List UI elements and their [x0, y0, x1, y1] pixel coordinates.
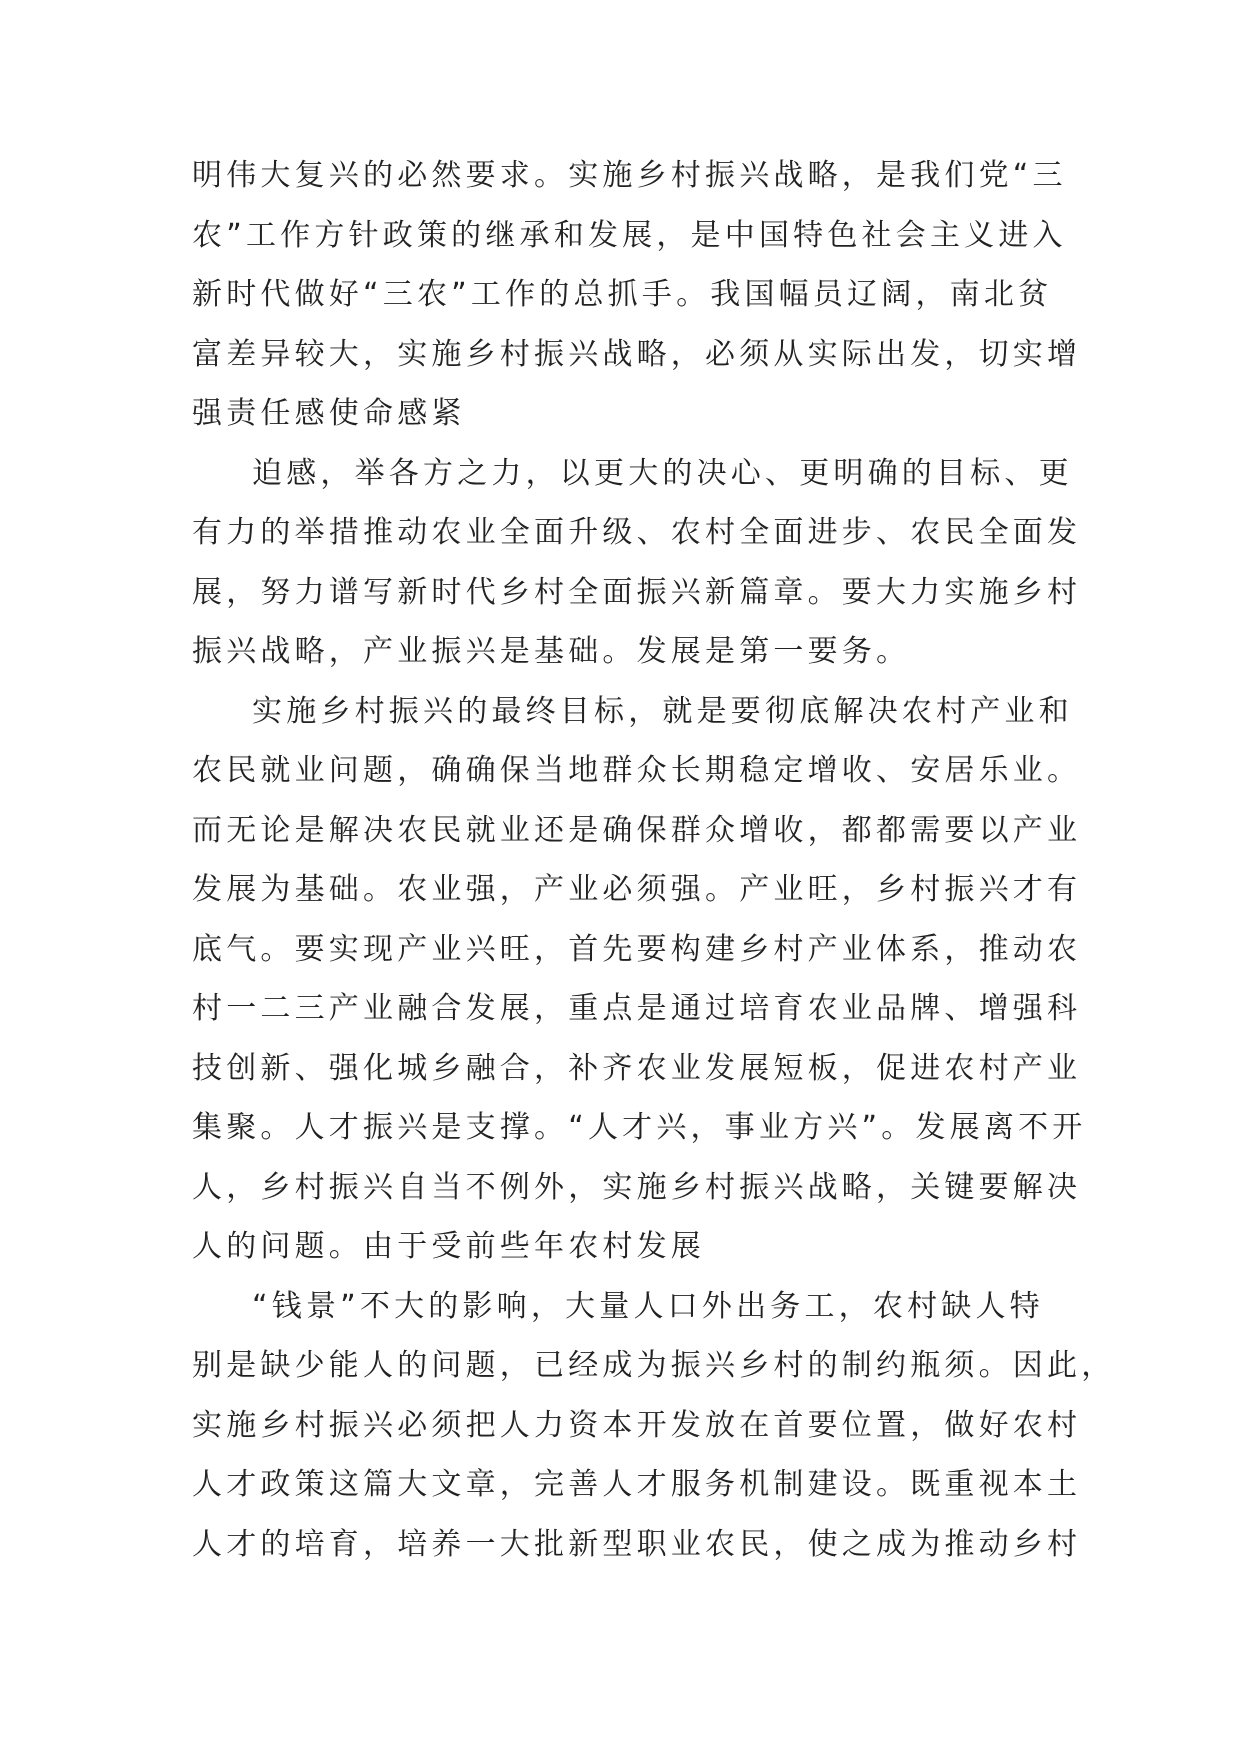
text-line: 技创新、强化城乡融合，补齐农业发展短板，促进农村产业 — [192, 1050, 1082, 1086]
paragraph-start-line: “钱景”不大的影响，大量人口外出务工，农村缺人特 — [252, 1288, 1044, 1324]
text-line: 有力的举措推动农业全面升级、农村全面进步、农民全面发 — [192, 515, 1082, 550]
text-line: 富差异较大，实施乡村振兴战略，必须从实际出发，切实增 — [192, 336, 1082, 372]
text-line: 农民就业问题，确确保当地群众长期稳定增收、安居乐业。 — [192, 753, 1082, 788]
text-line: 底气。要实现产业兴旺，首先要构建乡村产业体系，推动农 — [192, 931, 1082, 967]
text-line: 新时代做好“三农”工作的总抓手。我国幅员辽阔，南北贫 — [192, 277, 1053, 312]
text-line: 明伟大复兴的必然要求。实施乡村振兴战略，是我们党“三 — [192, 158, 1067, 193]
text-line: 人，乡村振兴自当不例外，实施乡村振兴战略，关键要解决 — [192, 1169, 1082, 1205]
text-line: 别是缺少能人的问题，已经成为振兴乡村的制约瓶须。因此， — [192, 1348, 1116, 1383]
text-line: 农”工作方针政策的继承和发展，是中国特色社会主义进入 — [192, 217, 1067, 253]
text-line: 展，努力谱写新时代乡村全面振兴新篇章。要大力实施乡村 — [192, 574, 1082, 610]
text-line: 人才的培育，培养一大批新型职业农民，使之成为推动乡村 — [192, 1526, 1082, 1562]
document-body — [192, 146, 1116, 1574]
paragraph-start-line: 迫感，举各方之力，以更大的决心、更明确的目标、更 — [252, 455, 1073, 491]
text-line: 人的问题。由于受前些年农村发展 — [192, 1229, 705, 1264]
text-line: 振兴战略，产业振兴是基础。发展是第一要务。 — [192, 634, 911, 669]
text-line: 实施乡村振兴必须把人力资本开发放在首要位置，做好农村 — [192, 1407, 1082, 1443]
text-line: 而无论是解决农民就业还是确保群众增收，都都需要以产业 — [192, 812, 1082, 848]
text-line: 村一二三产业融合发展，重点是通过培育农业品牌、增强科 — [192, 991, 1082, 1026]
text-line: 发展为基础。农业强，产业必须强。产业旺，乡村振兴才有 — [192, 872, 1082, 907]
text-line: 强责任感使命感紧 — [192, 396, 466, 431]
text-line: 人才政策这篇大文章，完善人才服务机制建设。既重视本土 — [192, 1467, 1082, 1502]
text-line: 集聚。人才振兴是支撑。“人才兴，事业方兴”。发展离不开 — [192, 1110, 1087, 1145]
paragraph-start-line: 实施乡村振兴的最终目标，就是要彻底解决农村产业和 — [252, 693, 1073, 729]
